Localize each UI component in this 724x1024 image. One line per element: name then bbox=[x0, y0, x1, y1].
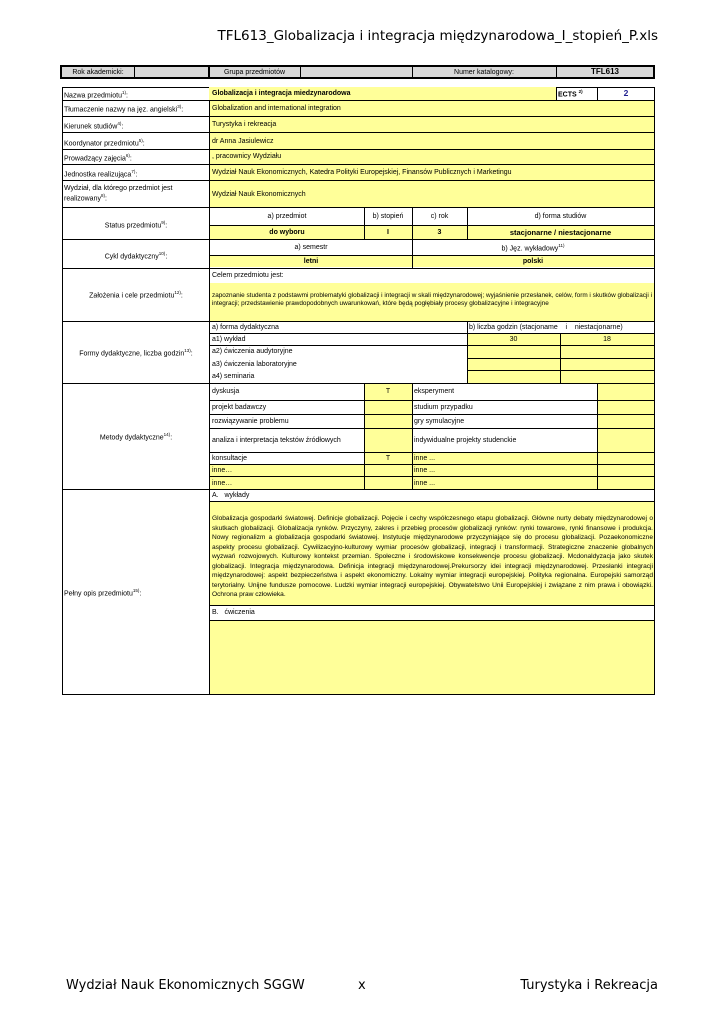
footer-middle: x bbox=[358, 978, 366, 993]
zalozenia-intro: Celem przedmiotu jest: bbox=[212, 272, 284, 279]
cykl-h-semestr: a) semestr bbox=[294, 244, 328, 251]
metoda-left-mark: T bbox=[385, 455, 391, 462]
opis-b-heading: B. ćwiczenia bbox=[212, 609, 255, 616]
status-przedmiot-value: do wyboru bbox=[269, 229, 305, 236]
rok-akademicki-label: Rok akademicki: bbox=[72, 69, 124, 76]
kierunek-value: Turystyka i rekreacja bbox=[212, 121, 277, 128]
numer-katalogowy-value: TFL613 bbox=[590, 67, 619, 76]
status-forma-value: stacjonarne / niestacjonarne bbox=[509, 228, 612, 237]
opis-a-text: Globalizacja gospodarki światowej. Definicje globalizacji. Pojęcie i cechy współczesnego etapu globalizacji. Główne nurty debaty międzynarodowej o skutkach globalizacji. Globalizacja rynków. Przyczyny, zakres i przebieg procesów globalizacji rynków: rynki towarowe, rynki finansowe i produkcja. Nowy regionalizm a globalizacja gospodarki światowej. Instytucje międzynarodowe przyczyniające się do procesu globalizacji. Pozaekonomiczne aspekty procesu globalizacji. Cywilizacyjno-kulturowy wymiar procesów globalizacji, integracji i transformacji. Strategiczne znaczenie globalnych wyzwań rozwojowych. Kulturowy kontekst przemian. Społeczne i środowiskowe konsekwencje procesu globalizacji. Mcdonaldyzacja jako skutek globalizacji. Integracja międzynarodowa. Definicja integracji międzynarodowej.Prekursorzy idei integracji międzynarodowej. Przesłanki integracji międzynarodowej: aspekt bezpieczeństwa i aspekt ekonomiczny. Lokalny wymiar integracji europejskiej. Polityka regionalna. Europejski samorząd terytorialny. Unijne fundusze pomocowe. Ludzki wymiar integracji europejskiej. Obywatelstwo Unii Europejskiej i związane z nim prawa i obowiązki. Ochrona praw człowieka. bbox=[212, 515, 653, 599]
metody-label: Metody dydaktyczne$^{14)}$: bbox=[99, 432, 173, 442]
status-rok-value: 3 bbox=[437, 229, 442, 236]
document-title: TFL613_Globalizacja i integracja międzynarodowa_I_stopień_P.xls bbox=[217, 28, 658, 44]
metoda-right: gry symulacyjne bbox=[414, 418, 465, 425]
opis-a-heading: A. wykłady bbox=[212, 492, 250, 499]
metoda-left: inne… bbox=[212, 467, 233, 474]
footer-right: Turystyka i Rekreacja bbox=[520, 978, 658, 993]
status-label: Status przedmiotu$^{9)}$: bbox=[104, 220, 168, 230]
koordynator-label: Koordynator przedmiotu$^{5)}$: bbox=[64, 138, 145, 148]
wydzial-label: Wydział, dla którego przedmiot jest realizowany$^{8)}$: bbox=[64, 185, 173, 203]
jednostka-label: Jednostka realizująca$^{7)}$: bbox=[64, 169, 138, 179]
english-name: Globalization and international integration bbox=[212, 105, 341, 112]
kierunek-label: Kierunek studiów$^{4)}$: bbox=[64, 121, 124, 131]
formy-row-stac: 30 bbox=[509, 336, 518, 343]
metoda-right: eksperyment bbox=[414, 388, 455, 395]
nazwa-label: Nazwa przedmiotu$^{1)}$: bbox=[64, 90, 128, 100]
zalozenia-text: zapoznanie studenta z podstawmi problematyki globalizacji i integracji w skali międzynarodowej; wyjaśnienie przesłanek, celów, form i skutków globalizacji i integracji; przedstawienie prawdopodobnych uwarunkowań, które będą pogłębiały procesy globalizacyjne i integracyjne bbox=[212, 292, 652, 308]
metoda-right: inne ... bbox=[414, 455, 436, 462]
formy-h-forma: a) forma dydaktyczna bbox=[212, 324, 279, 331]
cykl-semestr-value: letni bbox=[303, 258, 319, 265]
cykl-label: Cykl dydaktyczny$^{10)}$: bbox=[104, 251, 168, 261]
formy-row-name: a1) wykład bbox=[212, 336, 246, 343]
grupa-przedmiotow-label: Grupa przedmiotów bbox=[223, 69, 286, 76]
metoda-right: studium przypadku bbox=[414, 404, 473, 411]
jednostka-value: Wydział Nauk Ekonomicznych, Katedra Polityki Europejskiej, Finansów Publicznych i Marketingu bbox=[212, 169, 512, 176]
formy-h-liczba: b) liczba godzin (stacjoname i niestacjonarne) bbox=[469, 324, 623, 331]
metoda-left: rozwiązywanie problemu bbox=[212, 418, 289, 425]
metoda-left: dyskusja bbox=[212, 388, 240, 395]
metoda-left: analiza i interpretacja tekstów źródłowych bbox=[212, 437, 341, 444]
metoda-right: indywidualne projekty studenckie bbox=[414, 437, 517, 444]
status-stopien-value: I bbox=[387, 229, 389, 236]
formy-row-niestac: 18 bbox=[603, 336, 611, 343]
opis-label: Pełny opis przedmiotu$^{15)}$: bbox=[64, 588, 142, 598]
formy-row-name: a4) seminaria bbox=[212, 373, 255, 380]
course-name: Globalizacja i integracja miedzynarodowa bbox=[212, 90, 351, 97]
koordynator-value: dr Anna Jasiulewicz bbox=[212, 138, 274, 145]
zalozenia-label: Założenia i cele przedmiotu$^{12)}$: bbox=[89, 290, 183, 300]
prowadzacy-value: , pracownicy Wydziału bbox=[212, 153, 282, 160]
metoda-right: inne ... bbox=[414, 480, 436, 487]
metoda-left: inne… bbox=[212, 480, 233, 487]
wydzial-value: Wydział Nauk Ekonomicznych bbox=[212, 191, 306, 198]
status-h-przedmiot: a) przedmiot bbox=[267, 213, 307, 220]
formy-label: Formy dydaktyczne, liczba godzin$^{13)}$: bbox=[79, 348, 193, 358]
status-h-stopien: b) stopień bbox=[372, 213, 404, 220]
formy-row-name: a3) ćwiczenia laboratoryjne bbox=[212, 361, 297, 368]
formy-row-name: a2) ćwiczenia audytoryjne bbox=[212, 348, 293, 355]
status-h-rok: c) rok bbox=[430, 213, 449, 220]
cykl-h-jezyk: b) Jęz. wykładowy$^{11)}$ bbox=[501, 243, 565, 253]
ects-value: 2 bbox=[623, 88, 629, 98]
tlumaczenie-label: Tłumaczenie nazwy na jęz. angielski$^{3)}$: bbox=[64, 104, 184, 114]
status-h-forma: d) forma studiów bbox=[534, 213, 587, 220]
ects-label: ECTS $^{2)}$ bbox=[558, 89, 583, 99]
cykl-jezyk-value: polski bbox=[522, 258, 544, 265]
metoda-left: konsultacje bbox=[212, 455, 248, 462]
footer-left: Wydział Nauk Ekonomicznych SGGW bbox=[66, 978, 305, 993]
metoda-left: projekt badawczy bbox=[212, 404, 267, 411]
metoda-right: inne ... bbox=[414, 467, 436, 474]
metoda-left-mark: T bbox=[385, 388, 391, 395]
numer-katalogowy-label: Numer katalogowy: bbox=[454, 69, 514, 76]
prowadzacy-label: Prowadzący zajęcia$^{6)}$: bbox=[64, 153, 132, 163]
